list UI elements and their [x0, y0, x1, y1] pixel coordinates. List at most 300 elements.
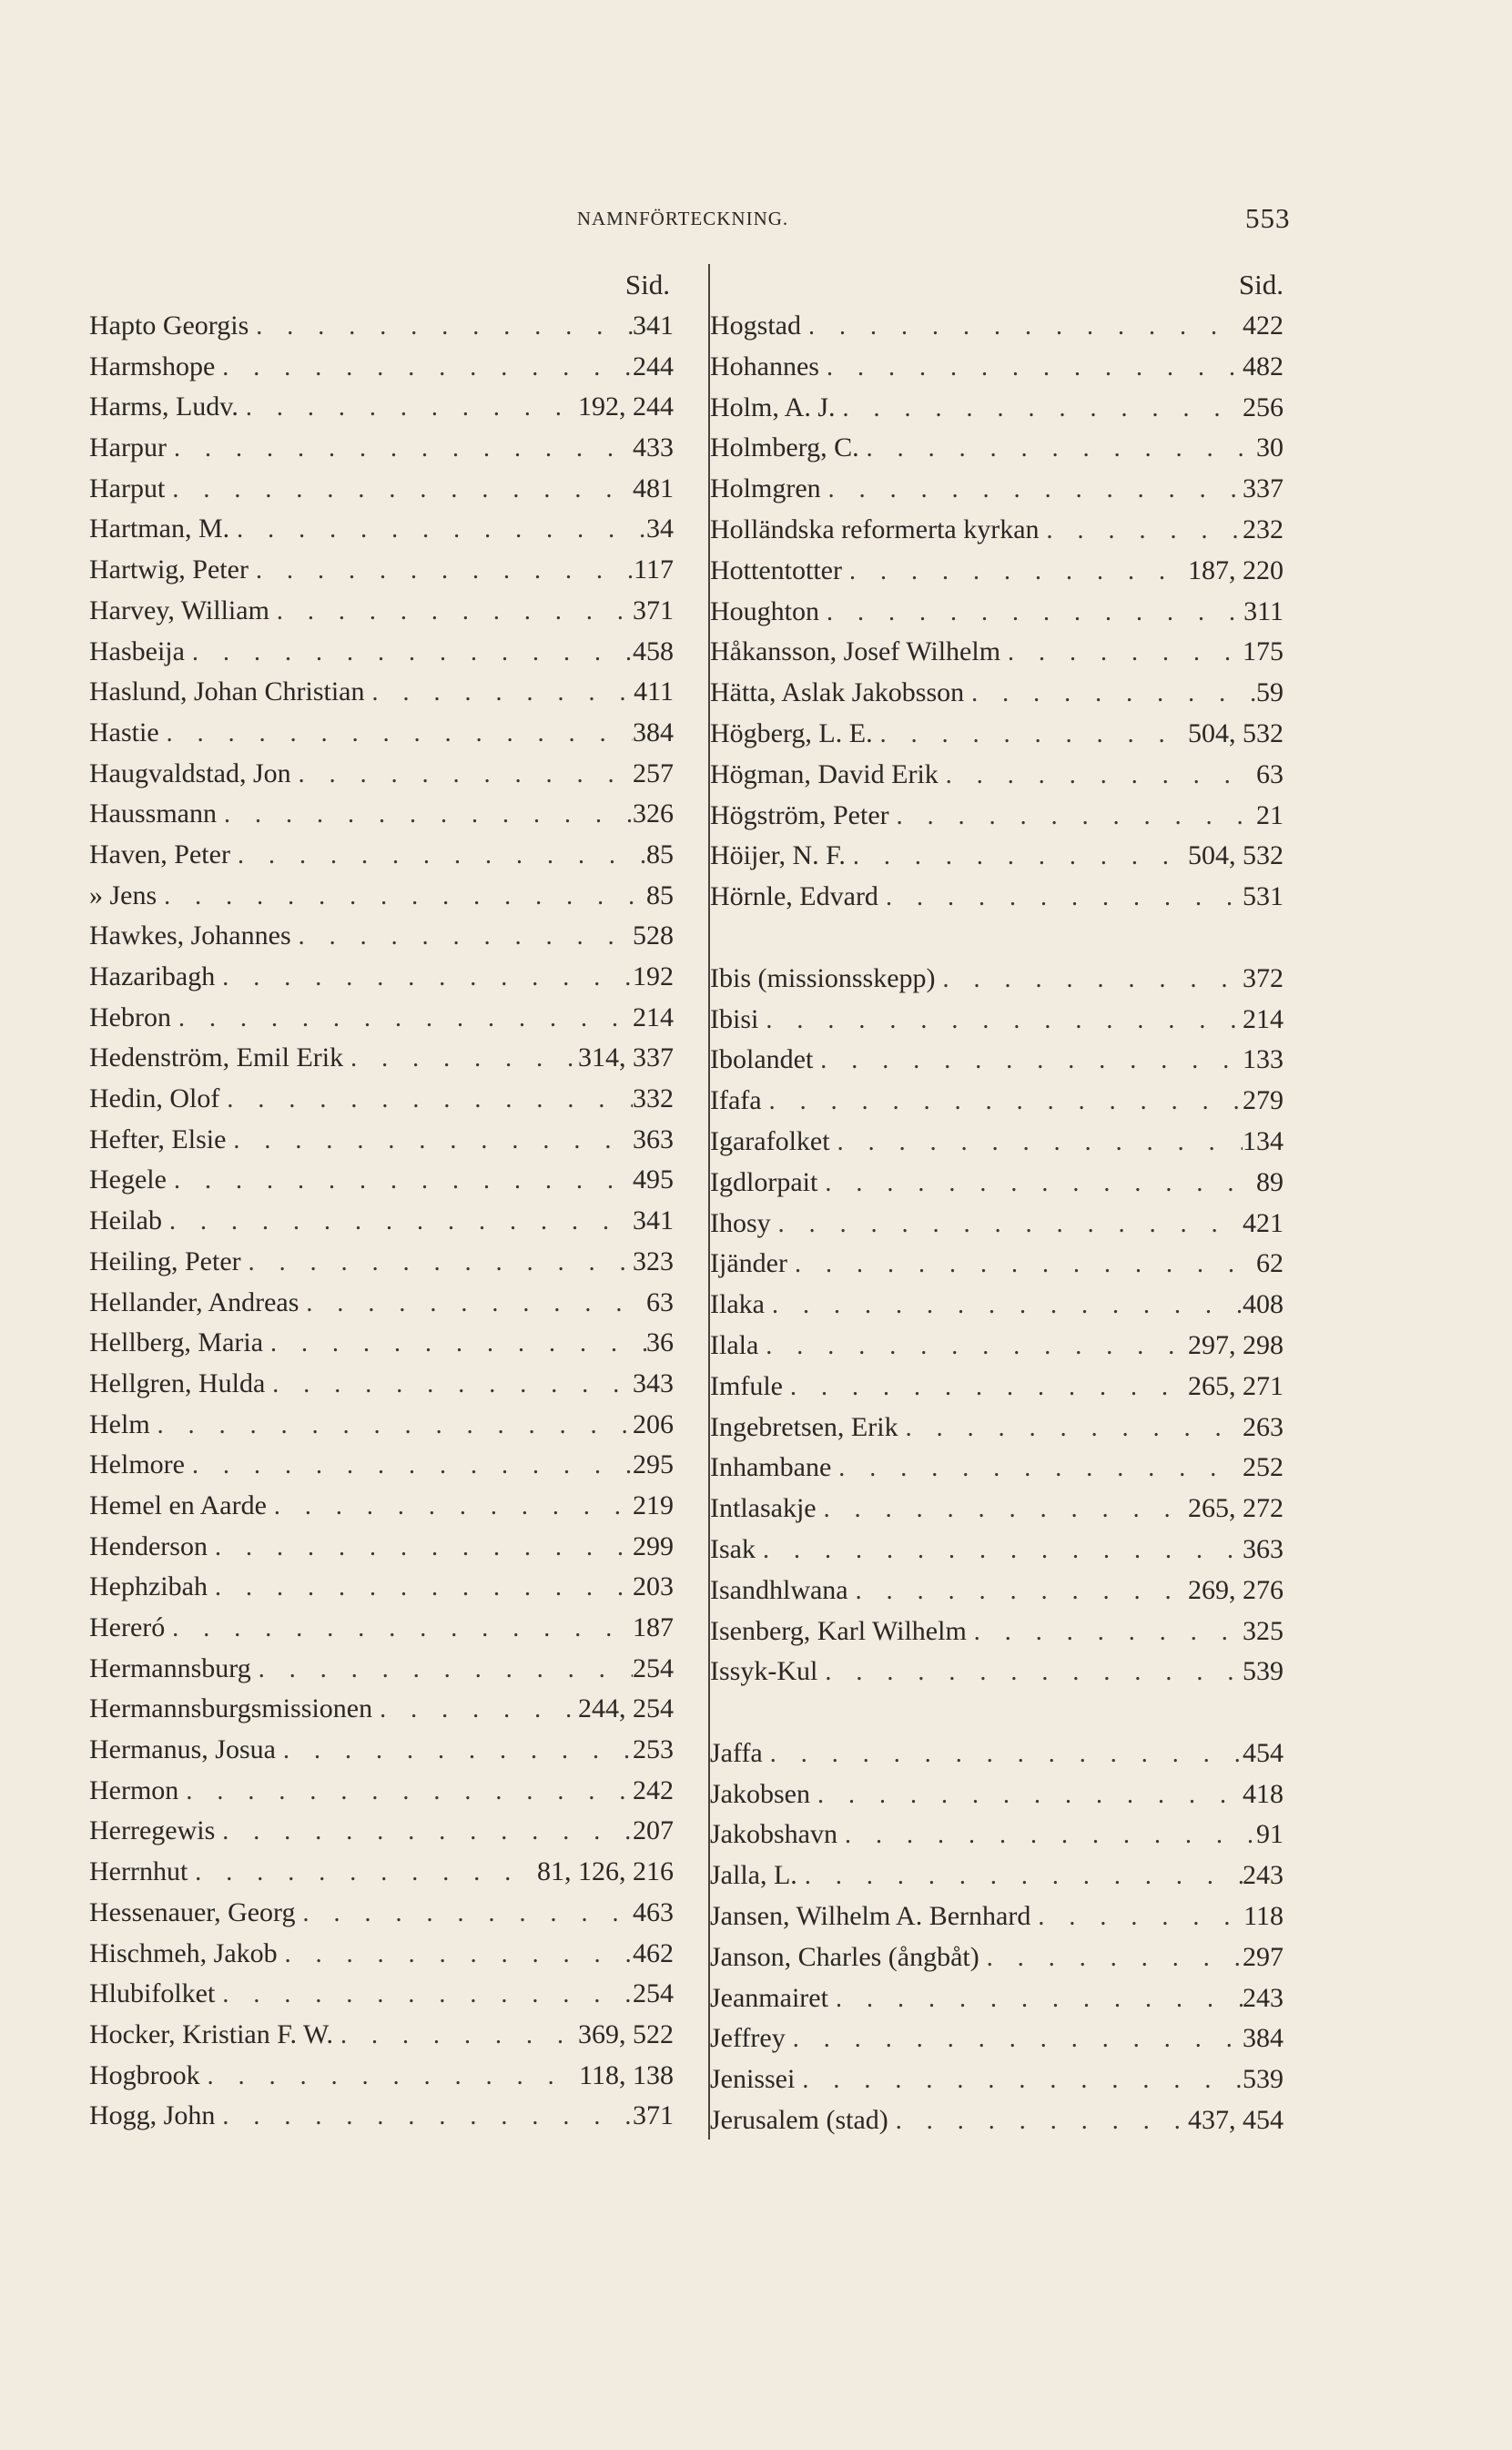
dot-leader	[842, 552, 1188, 592]
entry-name: Hemel en Aarde	[89, 1489, 267, 1520]
dot-leader	[795, 2060, 1243, 2100]
entry-pages: 341	[633, 310, 674, 341]
entry-name: Herregewis	[89, 1815, 216, 1846]
dot-leader	[230, 836, 646, 876]
index-entry	[89, 1608, 674, 1649]
index-entry	[89, 1120, 674, 1161]
dot-leader	[888, 2101, 1188, 2141]
index-entry	[89, 591, 674, 632]
dot-leader	[291, 917, 633, 957]
index-entry	[89, 1893, 674, 1934]
dot-leader	[758, 1001, 1243, 1041]
entry-name: Hermon	[89, 1774, 179, 1805]
index-entry	[710, 1122, 1284, 1163]
entry-name: Högberg, L. E.	[710, 717, 873, 748]
index-entry	[89, 998, 674, 1039]
dot-leader	[1000, 633, 1243, 673]
dot-leader	[219, 1080, 633, 1120]
dot-leader	[226, 1121, 633, 1161]
dot-leader	[229, 510, 646, 550]
entry-pages: 36	[646, 1327, 674, 1358]
entry-pages: 458	[633, 635, 674, 666]
entry-pages: 62	[1256, 1248, 1284, 1279]
entry-pages: 295	[633, 1449, 674, 1480]
entry-pages: 242	[633, 1774, 674, 1805]
index-entry	[89, 1934, 674, 1975]
dot-leader	[817, 1489, 1188, 1530]
index-entry	[89, 2056, 674, 2097]
entry-pages: 232	[1243, 513, 1284, 544]
index-entry	[710, 1489, 1284, 1530]
entry-name: Helm	[89, 1408, 150, 1439]
entry-pages: 257	[633, 757, 674, 788]
entry-pages: 63	[646, 1286, 674, 1317]
index-entry	[89, 469, 674, 510]
index-entry	[89, 1079, 674, 1120]
index-entry	[710, 551, 1284, 592]
index-entry	[89, 1201, 674, 1242]
entry-pages: 59	[1256, 677, 1284, 708]
dot-leader	[831, 1449, 1243, 1489]
entry-name: Inhambane	[710, 1452, 832, 1483]
dot-leader	[299, 1284, 646, 1324]
index-entry	[710, 1326, 1284, 1367]
entry-name: Jakobsen	[710, 1778, 810, 1809]
index-entry	[89, 2015, 674, 2056]
dot-leader	[263, 1324, 646, 1364]
index-entry	[710, 796, 1284, 837]
index-entry	[89, 957, 674, 998]
entry-name: Houghton	[710, 595, 819, 626]
index-entry	[710, 1611, 1284, 1652]
entry-name: Ibisi	[710, 1003, 759, 1034]
entry-name: Imfule	[710, 1370, 783, 1401]
index-entry	[710, 2018, 1284, 2059]
index-entry	[710, 2100, 1284, 2141]
entry-pages: 117	[634, 554, 674, 585]
dot-leader	[837, 1815, 1256, 1855]
entry-name: Hlubifolket	[89, 1978, 216, 2009]
entry-name: Heilab	[89, 1205, 162, 1236]
entry-pages: 482	[1243, 351, 1284, 381]
entry-pages: 118	[1243, 1901, 1284, 1932]
dot-leader	[215, 958, 633, 998]
entry-name: Helmore	[89, 1449, 185, 1480]
letter-group-gap	[710, 1693, 1284, 1733]
dot-leader	[265, 1365, 633, 1405]
entry-pages: 134	[1243, 1125, 1284, 1156]
index-entry	[710, 673, 1284, 714]
entry-pages: 269, 276	[1188, 1574, 1284, 1605]
dot-leader	[836, 389, 1243, 429]
index-entry	[89, 1527, 674, 1568]
entry-pages: 311	[1243, 595, 1284, 626]
entry-pages: 243	[1243, 1860, 1284, 1891]
entry-name: Hörnle, Edvard	[710, 881, 878, 912]
entry-name: Holmgren	[710, 473, 821, 504]
dot-leader	[848, 1571, 1188, 1611]
entry-name: Hermanus, Josua	[89, 1734, 276, 1765]
entry-name: Ilala	[710, 1329, 759, 1360]
entry-name: Jeanmairet	[710, 1982, 828, 2013]
dot-leader	[167, 429, 633, 469]
entry-name: Isak	[710, 1533, 756, 1564]
dot-leader	[251, 1650, 633, 1690]
index-entry	[89, 1567, 674, 1608]
entry-name: Hermannsburg	[89, 1652, 251, 1683]
entry-name: Ingebretsen, Erik	[710, 1411, 898, 1442]
dot-leader	[278, 1935, 633, 1975]
dot-leader	[291, 755, 633, 795]
entry-pages: 244, 254	[578, 1693, 674, 1724]
entry-pages: 30	[1256, 432, 1284, 463]
dot-leader	[276, 1731, 633, 1771]
running-header-title: NAMNFÖRTECKNING.	[576, 208, 789, 229]
entry-name: Jakobshavn	[710, 1819, 837, 1850]
dot-leader	[241, 1243, 633, 1283]
entry-pages: 118, 138	[579, 2059, 674, 2090]
entry-name: Jeffrey	[710, 2023, 786, 2054]
dot-leader	[162, 1202, 633, 1242]
dot-leader	[1030, 1897, 1243, 1937]
dot-leader	[165, 1609, 633, 1649]
dot-leader	[787, 1245, 1256, 1285]
letter-group-gap	[710, 918, 1284, 959]
index-entry	[710, 2059, 1284, 2100]
index-entry	[89, 632, 674, 673]
entry-pages: 437, 454	[1188, 2105, 1284, 2136]
index-entry	[89, 1649, 674, 1690]
entry-name: Harmshope	[89, 351, 216, 381]
entry-pages: 384	[633, 717, 674, 747]
index-entry	[710, 428, 1284, 469]
entry-name: Hephzibah	[89, 1571, 208, 1602]
index-entry	[89, 428, 674, 469]
index-entry	[710, 1000, 1284, 1041]
entry-name: Ijänder	[710, 1248, 787, 1279]
dot-leader	[185, 1446, 633, 1486]
entry-pages: 192	[633, 961, 674, 991]
entry-name: » Jens	[89, 879, 157, 910]
index-entry	[710, 1081, 1284, 1122]
entry-pages: 337	[1243, 473, 1284, 504]
entry-pages: 279	[1243, 1085, 1284, 1116]
dot-leader	[821, 470, 1243, 510]
dot-leader	[208, 1568, 633, 1608]
entry-pages: 384	[1243, 2023, 1284, 2054]
dot-leader	[846, 837, 1188, 877]
entry-name: Holländska reformerta kyrkan	[710, 513, 1040, 544]
dot-leader	[178, 1772, 633, 1812]
entry-name: Hapto Georgis	[89, 310, 249, 341]
entry-pages: 297, 298	[1188, 1329, 1284, 1360]
index-entry	[89, 1160, 674, 1201]
dot-leader	[898, 1408, 1243, 1449]
left-index-column	[89, 264, 674, 2137]
entry-name: Hereró	[89, 1612, 166, 1642]
index-entry	[710, 1815, 1284, 1855]
index-entry	[710, 1530, 1284, 1571]
entry-pages: 192, 244	[578, 391, 674, 422]
dot-leader	[215, 2097, 633, 2137]
entry-pages: 408	[1243, 1289, 1284, 1320]
entry-name: Jenissei	[710, 2064, 796, 2095]
entry-pages: 325	[1243, 1615, 1284, 1646]
page-number: 553	[1245, 202, 1291, 234]
index-entry	[89, 509, 674, 550]
entry-pages: 252	[1243, 1452, 1284, 1483]
entry-name: Harpur	[89, 432, 167, 463]
dot-leader	[817, 1652, 1243, 1693]
dot-leader	[188, 1853, 537, 1893]
index-entry	[89, 1771, 674, 1812]
sid-column-label: Sid.	[624, 269, 670, 300]
dot-leader	[267, 1487, 633, 1527]
entry-name: Hogbrook	[89, 2059, 200, 2090]
dot-leader	[269, 592, 633, 632]
dot-leader	[873, 715, 1188, 755]
dot-leader	[828, 1979, 1243, 2019]
entry-pages: 91	[1256, 1819, 1284, 1850]
entry-name: Intlasakje	[710, 1493, 817, 1524]
dot-leader	[215, 348, 633, 388]
entry-pages: 363	[1243, 1533, 1284, 1564]
dot-leader	[939, 756, 1256, 796]
entry-pages: 207	[633, 1815, 674, 1846]
entry-name: Haven, Peter	[89, 839, 230, 869]
dot-leader	[810, 1775, 1243, 1815]
dot-leader	[343, 1039, 578, 1079]
dot-leader	[979, 1938, 1243, 1978]
dot-leader	[859, 429, 1256, 469]
entry-pages: 175	[1243, 636, 1284, 667]
entry-name: Holmberg, C.	[710, 432, 859, 463]
dot-leader	[159, 714, 633, 754]
index-entry	[89, 1283, 674, 1324]
entry-name: Jerusalem (stad)	[710, 2105, 888, 2136]
entry-name: Hessenauer, Georg	[89, 1896, 296, 1927]
dot-leader	[756, 1530, 1243, 1571]
entry-pages: 297	[1243, 1941, 1284, 1972]
index-entry	[89, 306, 674, 347]
entry-name: Ibolandet	[710, 1044, 814, 1075]
entry-pages: 463	[633, 1896, 674, 1927]
entry-name: Hottentotter	[710, 554, 842, 585]
entry-pages: 89	[1256, 1166, 1284, 1197]
index-entry	[89, 1730, 674, 1771]
entry-name: Ihosy	[710, 1207, 771, 1238]
dot-leader	[758, 1327, 1188, 1367]
dot-leader	[813, 1041, 1243, 1081]
entry-name: Ibis (missionsskepp)	[710, 962, 936, 993]
index-entry	[710, 836, 1284, 877]
entry-name: Hellgren, Hulda	[89, 1367, 266, 1398]
entry-pages: 187	[633, 1612, 674, 1642]
index-entry	[89, 2096, 674, 2137]
entry-pages: 326	[633, 798, 674, 829]
index-entry	[710, 1244, 1284, 1285]
index-entry	[710, 1040, 1284, 1081]
dot-leader	[786, 2019, 1243, 2059]
entry-name: Höijer, N. F.	[710, 840, 846, 871]
entry-pages: 253	[633, 1734, 674, 1765]
dot-leader	[372, 1690, 578, 1730]
entry-pages: 422	[1243, 310, 1284, 341]
entry-name: Herrnhut	[89, 1856, 188, 1887]
dot-leader	[217, 795, 633, 835]
right-index-column	[710, 264, 1284, 2141]
entry-pages: 254	[633, 1978, 674, 2009]
dot-leader	[1040, 511, 1243, 551]
entry-pages: 314, 337	[578, 1042, 674, 1073]
entry-pages: 454	[1243, 1737, 1284, 1768]
index-entry	[89, 672, 674, 713]
entry-pages: 371	[633, 2100, 674, 2131]
entry-name: Haslund, Johan Christian	[89, 676, 365, 707]
entry-name: Igarafolket	[710, 1125, 830, 1156]
dot-leader	[364, 673, 634, 713]
index-entry	[710, 1408, 1284, 1449]
entry-name: Hogstad	[710, 310, 801, 341]
entry-name: Hegele	[89, 1164, 167, 1195]
entry-name: Haussmann	[89, 798, 217, 829]
index-entry	[710, 1896, 1284, 1937]
index-entry	[89, 1689, 674, 1730]
dot-leader	[936, 960, 1243, 1000]
entry-name: Hedenström, Emil Erik	[89, 1042, 344, 1073]
entry-pages: 341	[633, 1205, 674, 1236]
dot-leader	[157, 877, 646, 917]
index-entry	[89, 794, 674, 835]
entry-name: Hischmeh, Jakob	[89, 1937, 278, 1968]
dot-leader	[150, 1406, 633, 1446]
entry-pages: 369, 522	[578, 2018, 674, 2049]
entry-name: Jaffa	[710, 1737, 763, 1768]
dot-leader	[185, 633, 633, 673]
entry-pages: 187, 220	[1188, 554, 1284, 585]
entry-pages: 63	[1256, 758, 1284, 789]
index-entry	[89, 1852, 674, 1893]
entry-name: Hellander, Andreas	[89, 1286, 299, 1317]
dot-leader	[171, 999, 633, 1039]
entry-name: Hasbeija	[89, 635, 185, 666]
entry-pages: 256	[1243, 391, 1284, 422]
index-entry	[89, 1038, 674, 1079]
dot-leader	[762, 1082, 1243, 1122]
dot-leader	[215, 1812, 633, 1852]
entry-name: Hebron	[89, 1001, 171, 1032]
index-entry	[710, 347, 1284, 388]
entry-pages: 265, 272	[1188, 1493, 1284, 1524]
entry-pages: 433	[633, 432, 674, 463]
index-entry	[89, 1364, 674, 1405]
entry-pages: 462	[633, 1937, 674, 1968]
entry-name: Harput	[89, 473, 166, 503]
entry-pages: 539	[1243, 2064, 1284, 2095]
dot-leader	[165, 470, 633, 510]
entry-name: Henderson	[89, 1530, 208, 1561]
entry-pages: 539	[1243, 1656, 1284, 1687]
index-entry	[710, 1204, 1284, 1245]
entry-pages: 528	[633, 920, 674, 951]
index-entry	[710, 959, 1284, 1000]
entry-name: Jalla, L.	[710, 1860, 797, 1891]
index-entry	[89, 1974, 674, 2015]
entry-name: Hawkes, Johannes	[89, 920, 291, 951]
dot-leader	[819, 348, 1243, 388]
entry-name: Issyk-Kul	[710, 1656, 818, 1687]
index-entry	[710, 1733, 1284, 1774]
entry-name: Hedin, Olof	[89, 1083, 220, 1114]
dot-leader	[249, 551, 634, 591]
index-entry	[710, 1285, 1284, 1326]
entry-pages: 244	[633, 351, 674, 381]
index-entry	[89, 1486, 674, 1527]
index-entry	[89, 835, 674, 876]
entry-pages: 418	[1243, 1778, 1284, 1809]
entry-pages: 254	[633, 1652, 674, 1683]
index-entry	[710, 388, 1284, 429]
entry-name: Hätta, Aslak Jakobsson	[710, 677, 965, 708]
dot-leader	[208, 1528, 633, 1568]
entry-pages: 85	[646, 839, 674, 869]
dot-leader	[797, 1856, 1243, 1896]
entry-pages: 323	[633, 1245, 674, 1276]
entry-pages: 531	[1243, 881, 1284, 912]
dot-leader	[801, 307, 1243, 347]
entry-pages: 206	[633, 1408, 674, 1439]
entry-name: Igdlorpait	[710, 1166, 818, 1197]
entry-name: Hefter, Elsie	[89, 1123, 227, 1154]
entry-pages: 263	[1243, 1411, 1284, 1442]
index-entry	[89, 713, 674, 754]
dot-leader	[765, 1286, 1243, 1326]
index-entry	[710, 1855, 1284, 1896]
entry-pages: 495	[633, 1164, 674, 1195]
dot-leader	[763, 1734, 1243, 1774]
index-entry	[89, 754, 674, 795]
entry-pages: 299	[633, 1530, 674, 1561]
entry-pages: 332	[633, 1083, 674, 1114]
dot-leader	[964, 674, 1256, 714]
entry-pages: 265, 271	[1188, 1370, 1284, 1401]
entry-name: Ilaka	[710, 1289, 765, 1320]
index-entry	[89, 916, 674, 957]
entry-name: Hermannsburgsmissionen	[89, 1693, 373, 1724]
index-entry	[710, 469, 1284, 510]
dot-leader	[238, 388, 578, 428]
entry-name: Harvey, William	[89, 595, 269, 625]
dot-leader	[967, 1612, 1243, 1652]
index-entry	[89, 387, 674, 428]
sid-column-label: Sid.	[1238, 269, 1284, 300]
entry-name: Hohannes	[710, 351, 819, 381]
dot-leader	[889, 797, 1256, 837]
dot-leader	[200, 2057, 579, 2097]
dot-leader	[215, 1975, 633, 2015]
dot-leader	[783, 1367, 1188, 1408]
dot-leader	[819, 593, 1243, 633]
entry-pages: 34	[646, 513, 674, 544]
entry-name: Haugvaldstad, Jon	[89, 757, 291, 788]
dot-leader	[333, 2016, 578, 2056]
entry-name: Högström, Peter	[710, 799, 889, 830]
index-entry	[710, 755, 1284, 796]
dot-leader	[296, 1894, 634, 1934]
index-entry	[710, 1571, 1284, 1611]
index-entry	[710, 1652, 1284, 1693]
entry-pages: 371	[633, 595, 674, 625]
